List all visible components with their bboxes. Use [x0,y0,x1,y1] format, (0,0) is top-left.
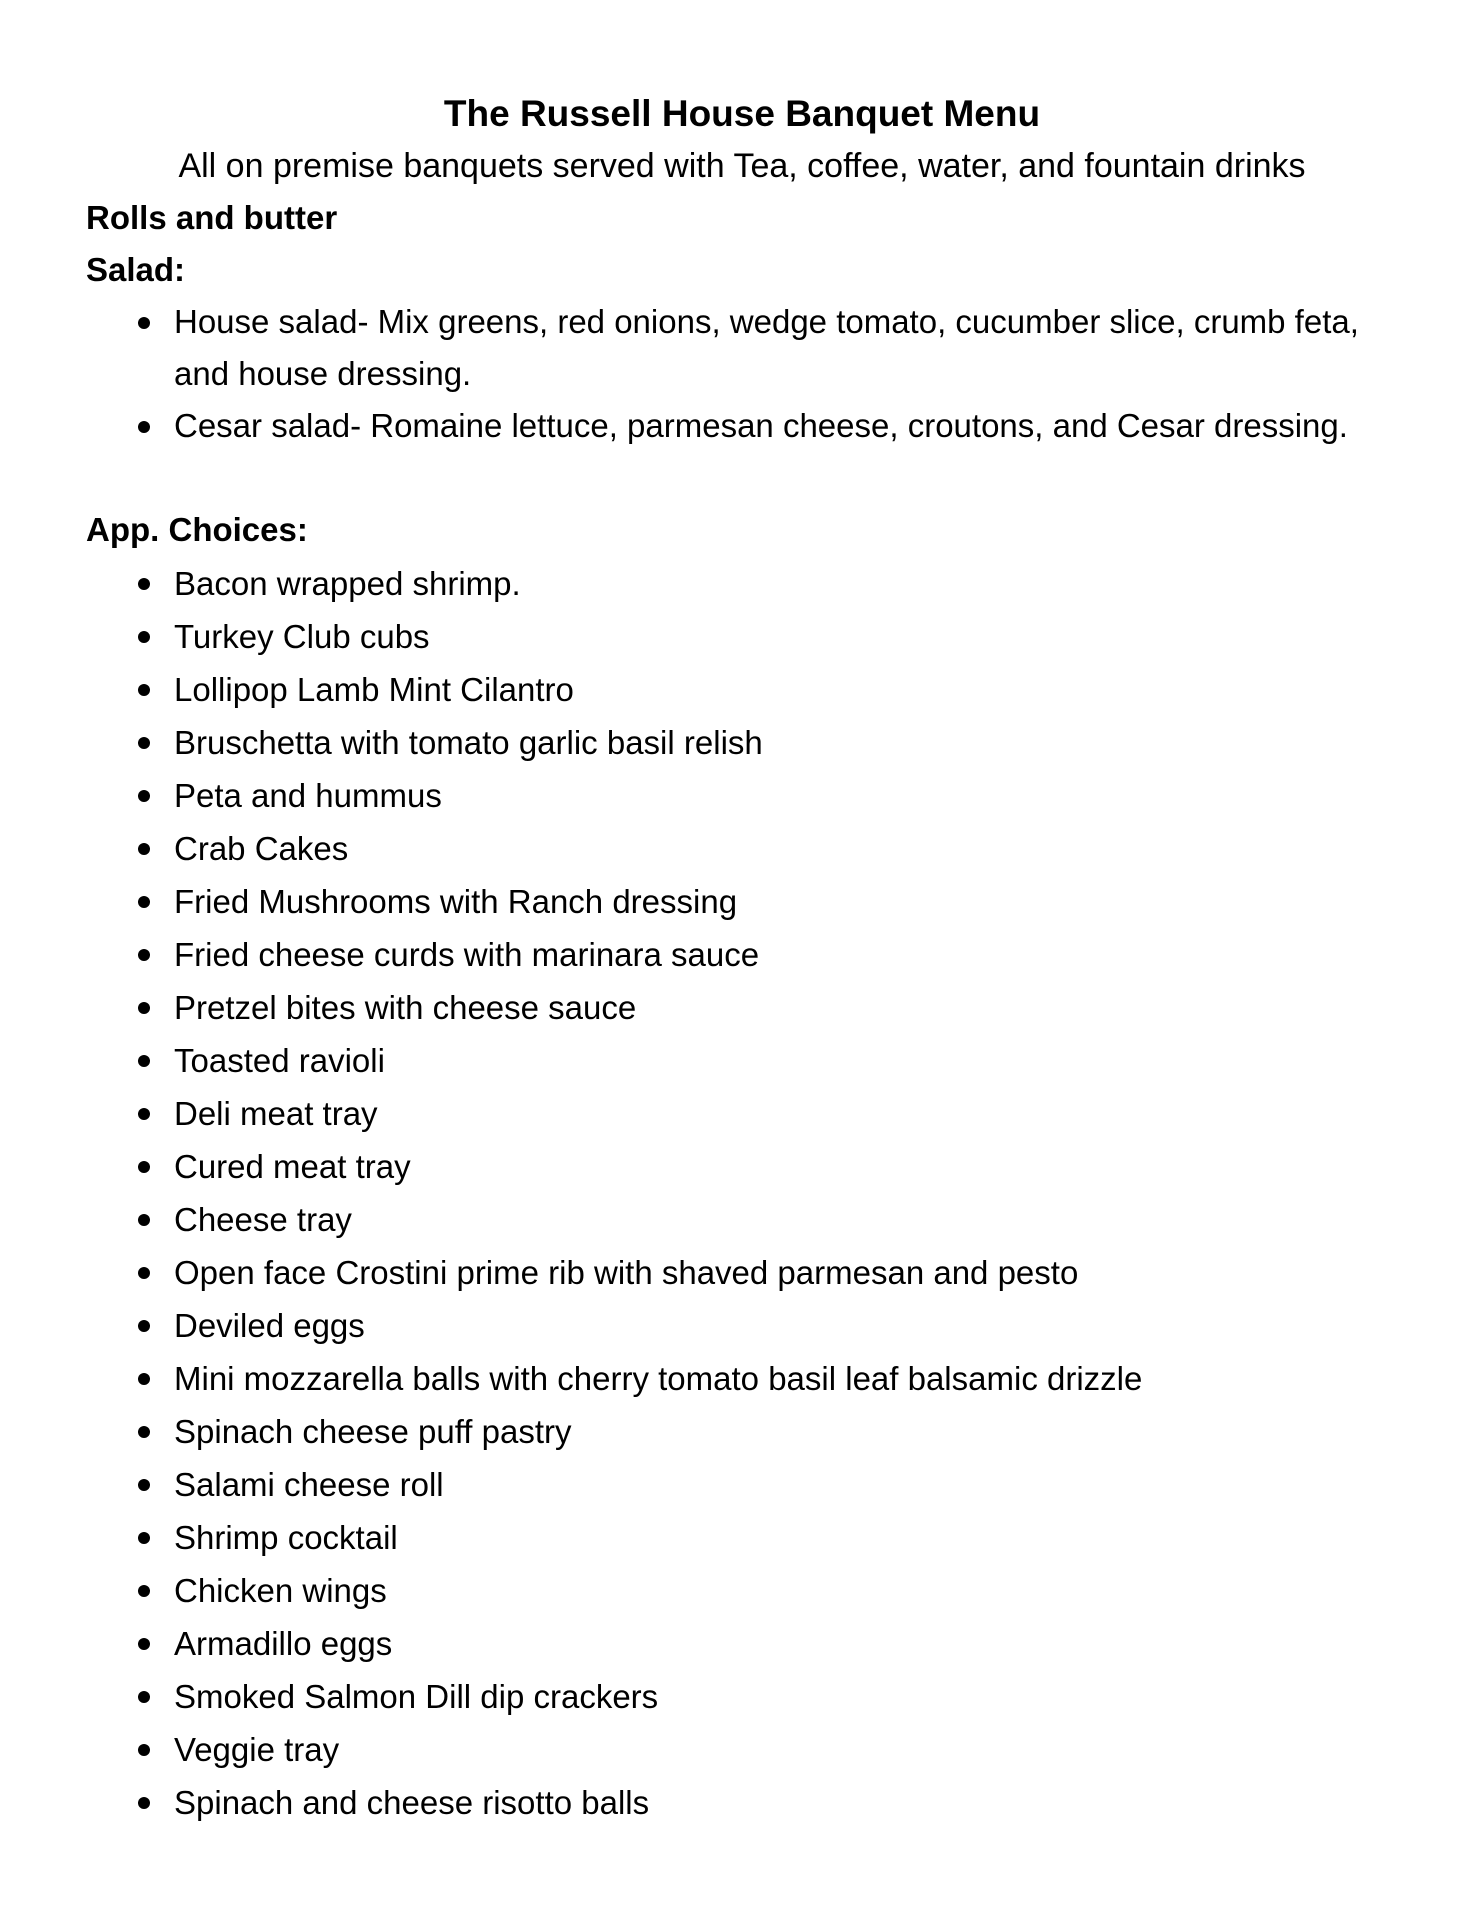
app-item-label: Turkey Club cubs [174,618,430,655]
list-item [0,1458,1484,1511]
app-list [0,557,1484,1829]
app-item-label: Chicken wings [174,1572,387,1609]
bullet-icon [138,684,150,696]
list-item [0,610,1484,663]
bullet-icon [138,737,150,749]
list-item [0,1723,1484,1776]
list-item [0,1299,1484,1352]
app-item-label: Cured meat tray [174,1148,411,1185]
list-item [0,1670,1484,1723]
list-item [0,1617,1484,1670]
list-item [0,981,1484,1034]
bullet-icon [138,1002,150,1014]
list-item [0,1776,1484,1829]
list-item [0,1246,1484,1299]
bullet-icon [138,578,150,590]
list-item [0,1405,1484,1458]
app-item-label: Crab Cakes [174,830,349,867]
app-item-label: Bruschetta with tomato garlic basil relish [174,724,763,761]
app-item-label: Toasted ravioli [174,1042,385,1079]
bullet-icon [138,1320,150,1332]
list-item [0,1140,1484,1193]
app-item-label: Fried cheese curds with marinara sauce [174,936,760,973]
list-item [0,1193,1484,1246]
list-item [0,557,1484,610]
list-item [0,296,1484,400]
bullet-icon [138,1691,150,1703]
bullet-icon [138,790,150,802]
app-item-label: Armadillo eggs [174,1625,393,1662]
list-item [0,769,1484,822]
bullet-icon [138,1267,150,1279]
list-item [0,928,1484,981]
list-item [0,716,1484,769]
bullet-icon [138,1797,150,1809]
bullet-icon [138,1373,150,1385]
app-item-label: Salami cheese roll [174,1466,444,1503]
list-item [0,1511,1484,1564]
bullet-icon [138,1744,150,1756]
list-item [0,875,1484,928]
app-item-label: Smoked Salmon Dill dip crackers [174,1678,659,1715]
app-item-label: Mini mozzarella balls with cherry tomato basil leaf balsamic drizzle [174,1360,1143,1397]
bullet-icon [138,1108,150,1120]
bullet-icon [138,1585,150,1597]
list-item [0,1564,1484,1617]
app-item-label: Spinach cheese puff pastry [174,1413,572,1450]
list-item [0,1087,1484,1140]
app-item-label: Cheese tray [174,1201,352,1238]
page-title: The Russell House Banquet Menu [443,93,1041,134]
app-item-label: Veggie tray [174,1731,340,1768]
list-item [0,1352,1484,1405]
list-item [0,822,1484,875]
bullet-icon [138,631,150,643]
app-item-label: Spinach and cheese risotto balls [174,1784,650,1821]
bullet-icon [138,1426,150,1438]
bullet-icon [138,1479,150,1491]
bullet-icon [138,317,150,329]
list-item [0,1034,1484,1087]
salad-item-label: House salad- Mix greens, red onions, wedge tomato, cucumber slice, crumb feta, and house dressing. [174,303,1359,392]
page-subtitle: All on premise banquets served with Tea, coffee, water, and fountain drinks [178,147,1306,185]
salad-list [0,296,1484,452]
bullet-icon [138,1055,150,1067]
bullet-icon [138,896,150,908]
app-item-label: Deli meat tray [174,1095,378,1132]
bullet-icon [138,1532,150,1544]
bullet-icon [138,949,150,961]
salad-item-label: Cesar salad- Romaine lettuce, parmesan cheese, croutons, and Cesar dressing. [174,407,1348,444]
bullet-icon [138,1161,150,1173]
salad-heading: Salad: [86,251,186,288]
app-item-label: Pretzel bites with cheese sauce [174,989,637,1026]
bullet-icon [138,1214,150,1226]
app-heading: App. Choices: [86,511,308,548]
bullet-icon [138,843,150,855]
bullet-icon [138,421,150,433]
app-item-label: Fried Mushrooms with Ranch dressing [174,883,738,920]
rolls-heading: Rolls and butter [86,199,338,236]
app-item-label: Bacon wrapped shrimp. [174,565,521,602]
app-item-label: Open face Crostini prime rib with shaved parmesan and pesto [174,1254,1079,1291]
list-item [0,400,1484,452]
bullet-icon [138,1638,150,1650]
app-item-label: Deviled eggs [174,1307,365,1344]
app-item-label: Peta and hummus [174,777,442,814]
app-item-label: Shrimp cocktail [174,1519,398,1556]
app-item-label: Lollipop Lamb Mint Cilantro [174,671,574,708]
list-item [0,663,1484,716]
